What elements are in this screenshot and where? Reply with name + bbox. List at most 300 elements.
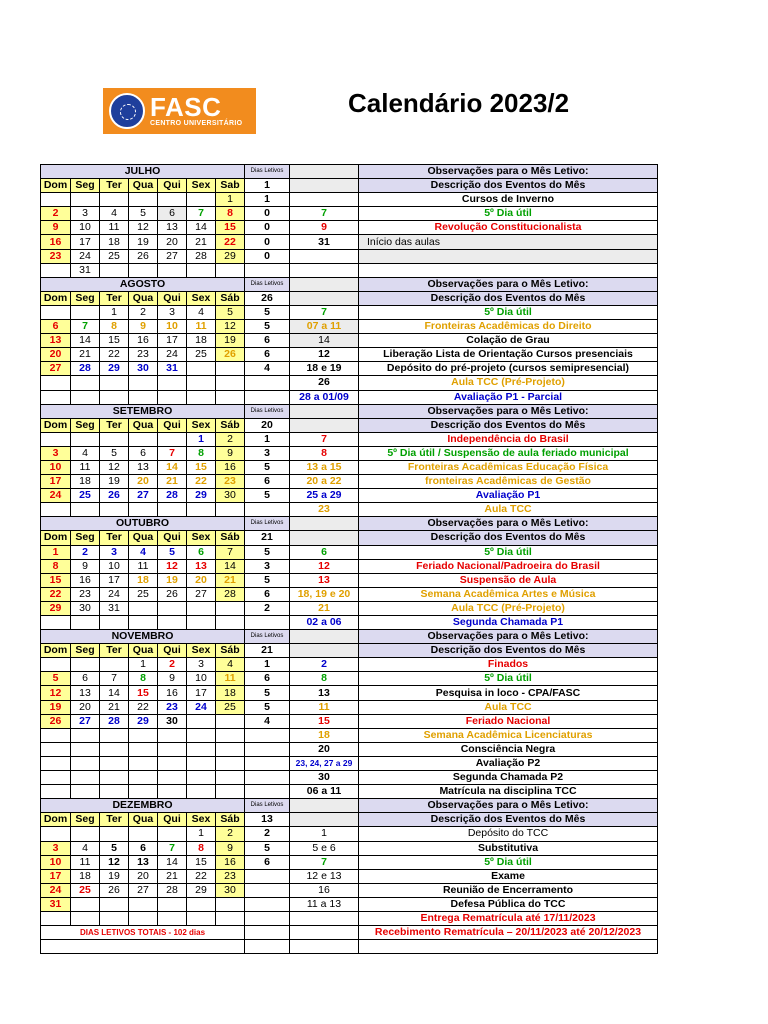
dias-letivos-week: 4 [245, 714, 290, 728]
weekday-label: Seg [71, 644, 100, 658]
day-cell: 18 [100, 235, 129, 249]
dias-letivos-week: 5 [245, 305, 290, 319]
day-cell: 24 [41, 883, 71, 897]
day-cell [158, 756, 187, 770]
day-cell: 9 [216, 841, 245, 855]
dias-letivos-week [245, 390, 290, 404]
week-row [41, 221, 658, 235]
event-date: 7 [290, 207, 359, 221]
day-cell [187, 785, 216, 799]
day-cell [41, 827, 71, 841]
day-cell: 6 [129, 446, 158, 460]
day-cell: 29 [216, 249, 245, 263]
weekday-label: Sex [187, 813, 216, 827]
day-cell: 28 [187, 249, 216, 263]
weekday-label: Dom [41, 291, 71, 305]
day-cell [129, 897, 158, 911]
day-cell [71, 897, 100, 911]
day-cell: 3 [41, 446, 71, 460]
day-cell: 1 [129, 658, 158, 672]
weekday-header-row [41, 418, 658, 432]
dias-letivos-week: 0 [245, 249, 290, 263]
day-cell [158, 728, 187, 742]
day-cell: 22 [100, 348, 129, 362]
event-description: 5º Dia útil [359, 545, 658, 559]
week-row [41, 756, 658, 770]
day-cell: 17 [41, 475, 71, 489]
month-name: AGOSTO [41, 277, 245, 291]
day-cell [129, 785, 158, 799]
day-cell: 8 [187, 446, 216, 460]
day-cell: 2 [41, 207, 71, 221]
day-cell: 3 [71, 207, 100, 221]
day-cell [187, 742, 216, 756]
day-cell: 16 [129, 334, 158, 348]
weekday-label: Ter [100, 644, 129, 658]
week-row [41, 672, 658, 686]
weekday-label: Qua [129, 813, 158, 827]
week-row [41, 475, 658, 489]
day-cell: 21 [158, 869, 187, 883]
dias-letivos-week [245, 503, 290, 517]
event-date: 12 [290, 559, 359, 573]
day-cell [100, 897, 129, 911]
week-row [41, 883, 658, 897]
week-row [41, 911, 658, 925]
day-cell [216, 714, 245, 728]
dias-letivos-week [245, 911, 290, 925]
obs-spacer [290, 630, 359, 644]
day-cell: 15 [129, 686, 158, 700]
dias-letivos-week: 0 [245, 207, 290, 221]
week-row [41, 305, 658, 319]
day-cell [100, 742, 129, 756]
day-cell: 16 [158, 686, 187, 700]
event-date [290, 263, 359, 277]
obs-spacer [290, 165, 359, 179]
dias-letivos-label: Dias Letivos [245, 277, 290, 291]
dias-letivos-week [245, 616, 290, 630]
day-cell: 25 [187, 348, 216, 362]
day-cell [216, 785, 245, 799]
day-cell [158, 827, 187, 841]
event-description: Feriado Nacional/Padroeira do Brasil [359, 559, 658, 573]
event-date: 13 a 15 [290, 460, 359, 474]
day-cell: 25 [71, 489, 100, 503]
day-cell [100, 827, 129, 841]
day-cell: 27 [129, 489, 158, 503]
dias-letivos-week [245, 742, 290, 756]
weekday-label: Ter [100, 179, 129, 193]
day-cell: 23 [71, 587, 100, 601]
event-description: Finados [359, 658, 658, 672]
event-description: Independência do Brasil [359, 432, 658, 446]
day-cell: 4 [71, 841, 100, 855]
day-cell: 27 [129, 883, 158, 897]
day-cell: 14 [100, 686, 129, 700]
day-cell [41, 658, 71, 672]
day-cell [129, 601, 158, 615]
day-cell [71, 785, 100, 799]
day-cell: 13 [187, 559, 216, 573]
day-cell [187, 601, 216, 615]
day-cell: 30 [216, 883, 245, 897]
day-cell: 21 [71, 348, 100, 362]
day-cell [100, 728, 129, 742]
day-cell [129, 193, 158, 207]
day-cell [129, 263, 158, 277]
day-cell: 2 [216, 827, 245, 841]
event-description: Suspensão de Aula [359, 573, 658, 587]
week-row [41, 249, 658, 263]
day-cell: 11 [71, 460, 100, 474]
day-cell [100, 376, 129, 390]
weekday-label: Seg [71, 179, 100, 193]
week-row [41, 207, 658, 221]
day-cell: 29 [129, 714, 158, 728]
event-date: 2 [290, 658, 359, 672]
dias-letivos-week: 6 [245, 475, 290, 489]
dias-letivos-week: 5 [245, 489, 290, 503]
dias-letivos-label: Dias Letivos [245, 517, 290, 531]
day-cell [187, 771, 216, 785]
dias-letivos-week: 6 [245, 855, 290, 869]
weekday-label: Seg [71, 291, 100, 305]
day-cell [41, 193, 71, 207]
observacoes-header: Observações para o Mês Letivo: [359, 517, 658, 531]
event-date: 13 [290, 686, 359, 700]
day-cell: 19 [100, 869, 129, 883]
day-cell: 21 [158, 475, 187, 489]
day-cell: 31 [100, 601, 129, 615]
day-cell: 20 [129, 869, 158, 883]
day-cell: 7 [216, 545, 245, 559]
day-cell [71, 193, 100, 207]
day-cell: 8 [216, 207, 245, 221]
event-date: 20 a 22 [290, 475, 359, 489]
event-description: Início das aulas [359, 235, 658, 249]
descricao-header: Descrição dos Eventos do Mês [359, 531, 658, 545]
day-cell [41, 911, 71, 925]
weekday-label: Sáb [216, 531, 245, 545]
day-cell: 27 [158, 249, 187, 263]
day-cell: 29 [100, 362, 129, 376]
dias-letivos-week: 6 [245, 587, 290, 601]
weekday-label: Seg [71, 418, 100, 432]
event-date: 07 a 11 [290, 320, 359, 334]
day-cell [187, 263, 216, 277]
logo-brand: FASC [150, 92, 222, 122]
week-row [41, 601, 658, 615]
day-cell: 2 [71, 545, 100, 559]
day-cell: 11 [187, 320, 216, 334]
day-cell: 26 [100, 883, 129, 897]
day-cell [41, 503, 71, 517]
day-cell [71, 390, 100, 404]
day-cell: 20 [129, 475, 158, 489]
day-cell: 14 [187, 221, 216, 235]
day-cell [71, 742, 100, 756]
day-cell [41, 432, 71, 446]
weekday-header-row [41, 813, 658, 827]
event-description: Revolução Constitucionalista [359, 221, 658, 235]
day-cell [187, 362, 216, 376]
day-cell [100, 785, 129, 799]
day-cell: 12 [41, 686, 71, 700]
day-cell: 13 [41, 334, 71, 348]
day-cell: 16 [41, 235, 71, 249]
day-cell: 13 [129, 460, 158, 474]
event-description: Semana Acadêmica Licenciaturas [359, 728, 658, 742]
dias-letivos-week: 5 [245, 573, 290, 587]
day-cell: 28 [100, 714, 129, 728]
day-cell [71, 756, 100, 770]
dias-letivos-week: 5 [245, 686, 290, 700]
week-row [41, 503, 658, 517]
day-cell [129, 432, 158, 446]
day-cell: 18 [71, 475, 100, 489]
month-name: DEZEMBRO [41, 799, 245, 813]
day-cell [216, 897, 245, 911]
day-cell [41, 376, 71, 390]
week-row [41, 334, 658, 348]
day-cell: 31 [71, 263, 100, 277]
day-cell [216, 601, 245, 615]
day-cell [187, 714, 216, 728]
weekday-label: Qua [129, 291, 158, 305]
day-cell [129, 742, 158, 756]
dias-letivos-total: 20 [245, 418, 290, 432]
day-cell: 26 [41, 714, 71, 728]
day-cell: 27 [187, 587, 216, 601]
day-cell [100, 911, 129, 925]
dias-letivos-total: 26 [245, 291, 290, 305]
obs-spacer [290, 799, 359, 813]
day-cell: 6 [41, 320, 71, 334]
day-cell: 26 [129, 249, 158, 263]
event-date: 28 a 01/09 [290, 390, 359, 404]
day-cell: 14 [71, 334, 100, 348]
event-date: 20 [290, 742, 359, 756]
weekday-label: Dom [41, 644, 71, 658]
day-cell [158, 263, 187, 277]
day-cell [71, 658, 100, 672]
day-cell: 5 [41, 672, 71, 686]
observacoes-header: Observações para o Mês Letivo: [359, 404, 658, 418]
week-row [41, 616, 658, 630]
event-date: 8 [290, 672, 359, 686]
day-cell: 7 [158, 446, 187, 460]
week-row [41, 263, 658, 277]
day-cell: 15 [187, 460, 216, 474]
event-date: 06 a 11 [290, 785, 359, 799]
event-description: Avaliação P1 - Parcial [359, 390, 658, 404]
day-cell: 5 [158, 545, 187, 559]
day-cell [71, 827, 100, 841]
day-cell [158, 376, 187, 390]
day-cell: 6 [71, 672, 100, 686]
dias-letivos-week: 0 [245, 235, 290, 249]
day-cell [158, 742, 187, 756]
event-description: Avaliação P2 [359, 756, 658, 770]
academic-calendar-table [40, 164, 658, 954]
day-cell: 26 [158, 587, 187, 601]
day-cell: 17 [41, 869, 71, 883]
week-row [41, 841, 658, 855]
day-cell: 5 [129, 207, 158, 221]
day-cell [129, 390, 158, 404]
weekday-label: Sex [187, 531, 216, 545]
day-cell [129, 756, 158, 770]
dias-letivos-week: 5 [245, 841, 290, 855]
day-cell: 15 [41, 573, 71, 587]
event-date: 25 a 29 [290, 489, 359, 503]
weekday-label: Ter [100, 291, 129, 305]
day-cell: 7 [187, 207, 216, 221]
day-cell: 1 [216, 193, 245, 207]
event-date: 16 [290, 883, 359, 897]
day-cell: 7 [158, 841, 187, 855]
recebimento-rematricula: Recebimento Rematrícula – 20/11/2023 até 20/12/2023 [359, 926, 658, 940]
day-cell [187, 390, 216, 404]
day-cell: 24 [158, 348, 187, 362]
day-cell: 12 [216, 320, 245, 334]
day-cell: 12 [129, 221, 158, 235]
week-row [41, 446, 658, 460]
desc-spacer [290, 813, 359, 827]
day-cell: 10 [41, 855, 71, 869]
event-description: 5º Dia útil [359, 855, 658, 869]
dias-letivos-week [245, 883, 290, 897]
day-cell: 23 [158, 700, 187, 714]
day-cell: 15 [216, 221, 245, 235]
day-cell: 17 [100, 573, 129, 587]
day-cell: 4 [216, 658, 245, 672]
day-cell: 11 [100, 221, 129, 235]
month-header-row [41, 517, 658, 531]
dias-letivos-week [245, 728, 290, 742]
event-date [290, 193, 359, 207]
day-cell: 26 [100, 489, 129, 503]
weekday-label: Qui [158, 813, 187, 827]
event-description [359, 263, 658, 277]
day-cell: 30 [158, 714, 187, 728]
event-description: 5º Dia útil [359, 672, 658, 686]
day-cell: 11 [129, 559, 158, 573]
weekday-label: Qua [129, 179, 158, 193]
day-cell [216, 616, 245, 630]
observacoes-header: Observações para o Mês Letivo: [359, 277, 658, 291]
dias-letivos-week: 5 [245, 700, 290, 714]
weekday-label: Dom [41, 179, 71, 193]
day-cell: 15 [100, 334, 129, 348]
month-header-row [41, 799, 658, 813]
seal-icon [109, 93, 145, 129]
day-cell: 19 [100, 475, 129, 489]
weekday-label: Qui [158, 291, 187, 305]
day-cell [216, 263, 245, 277]
day-cell: 11 [216, 672, 245, 686]
dias-letivos-week: 5 [245, 545, 290, 559]
day-cell: 26 [216, 348, 245, 362]
day-cell [129, 728, 158, 742]
day-cell: 10 [100, 559, 129, 573]
day-cell: 29 [187, 883, 216, 897]
week-row [41, 771, 658, 785]
day-cell [129, 827, 158, 841]
day-cell [187, 376, 216, 390]
day-cell: 4 [129, 545, 158, 559]
day-cell: 8 [41, 559, 71, 573]
day-cell [216, 742, 245, 756]
week-row [41, 728, 658, 742]
event-description: Cursos de Inverno [359, 193, 658, 207]
obs-spacer [290, 404, 359, 418]
week-row [41, 320, 658, 334]
day-cell: 23 [216, 869, 245, 883]
day-cell [129, 771, 158, 785]
dias-letivos-week: 2 [245, 601, 290, 615]
event-date: 26 [290, 376, 359, 390]
event-description: Colação de Grau [359, 334, 658, 348]
day-cell [100, 432, 129, 446]
week-row [41, 432, 658, 446]
event-date: 21 [290, 601, 359, 615]
dias-letivos-total: 1 [245, 179, 290, 193]
dias-letivos-week: 6 [245, 348, 290, 362]
week-row [41, 235, 658, 249]
weekday-label: Ter [100, 813, 129, 827]
week-row [41, 460, 658, 474]
day-cell: 31 [41, 897, 71, 911]
event-date: 9 [290, 221, 359, 235]
event-description: Fronteiras Acadêmicas do Direito [359, 320, 658, 334]
day-cell [216, 728, 245, 742]
weekday-header-row [41, 644, 658, 658]
month-header-row [41, 277, 658, 291]
event-date: 12 e 13 [290, 869, 359, 883]
event-description: Depósito do TCC [359, 827, 658, 841]
day-cell [71, 305, 100, 319]
day-cell: 16 [216, 855, 245, 869]
day-cell: 10 [71, 221, 100, 235]
day-cell: 21 [187, 235, 216, 249]
day-cell [216, 911, 245, 925]
day-cell [71, 376, 100, 390]
day-cell: 18 [71, 869, 100, 883]
day-cell: 28 [71, 362, 100, 376]
week-row [41, 489, 658, 503]
week-row [41, 869, 658, 883]
day-cell: 30 [129, 362, 158, 376]
weekday-label: Qua [129, 531, 158, 545]
event-description: Fronteiras Acadêmicas Educação Física [359, 460, 658, 474]
dias-letivos-total: 13 [245, 813, 290, 827]
day-cell: 25 [100, 249, 129, 263]
weekday-label: Sáb [216, 418, 245, 432]
event-description: 5º Dia útil / Suspensão de aula feriado municipal [359, 446, 658, 460]
day-cell: 9 [41, 221, 71, 235]
event-description: Reunião de Encerramento [359, 883, 658, 897]
day-cell: 3 [187, 658, 216, 672]
day-cell [216, 390, 245, 404]
day-cell: 3 [100, 545, 129, 559]
day-cell [41, 728, 71, 742]
day-cell [158, 911, 187, 925]
event-date: 7 [290, 855, 359, 869]
weekday-header-row [41, 531, 658, 545]
month-header-row [41, 630, 658, 644]
